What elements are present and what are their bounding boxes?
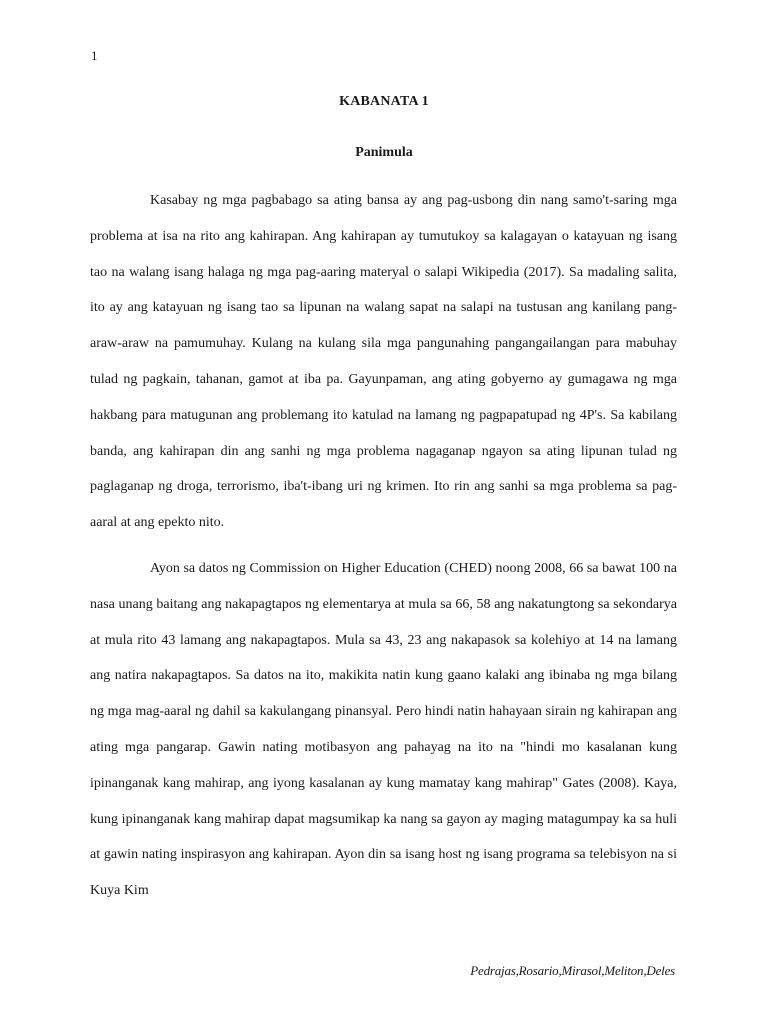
paragraph-2-text: Ayon sa datos ng Commission on Higher Education (CHED) noong 2008, 66 sa bawat 100 na nasa unang baitang ang nakapagtapos ng elementarya at mula sa 66, 58 ang nakatungtong sa sekondarya at mula rito 43 lamang ang nakapagtapos. Mula sa 43, 23 ang nakapasok sa kolehiyo at 14 na lamang ang natira nakapagtapos. Sa datos na ito, makikita natin kung gaano kalaki ang ibinaba ng mga bilang ng mga mag-aaral ng dahil sa kakulangang pinansyal. Pero hindi natin hahayaan sirain ng kahirapan ang ating mga pangarap. Gawin nating motibasyon ang pahayag na ito na "hindi mo kasalanan kung ipinanganak kang mahirap, ang iyong kasalanan ay kung mamatay kang mahirap" Gates (2008). Kaya, kung ipinanganak kang mahirap dapat magsumikap ka nang sa gayon ay maging matagumpay ka sa huli at gawin nating inspirasyon ang kahirapan. Ayon din sa isang host ng isang programa sa telebisyon na si Kuya Kim [90, 561, 677, 899]
section-title: Panimula [355, 145, 413, 160]
footer-authors: Pedrajas,Rosario,Mirasol,Meliton,Deles [470, 963, 675, 978]
chapter-heading: KABANATA 1 [339, 94, 429, 109]
paragraph-1 [90, 183, 677, 541]
paragraph-1-text: Kasabay ng mga pagbabago sa ating bansa ay ang pag-usbong din nang samo't-saring mga problema at isa na rito ang kahirapan. Ang kahirapan ay tumutukoy sa kalagayan o katayuan ng isang tao na walang isang halaga ng mga pag-aaring materyal o salapi Wikipedia (2017). Sa madaling salita, ito ay ang katayuan ng isang tao sa lipunan na walang sapat na salapi na tustusan ang kanilang pang-araw-araw na pamumuhay. Kulang na kulang sila mga pangunahing pangangailangan para mabuhay tulad ng pagkain, tahanan, gamot at iba pa. Gayunpaman, ang ating gobyerno ay gumagawa ng mga hakbang para matugunan ang problemang ito katulad na lamang ng pagpapatupad ng 4P's. Sa kabilang banda, ang kahirapan din ang sanhi ng mga problema nagaganap ngayon sa ating lipunan tulad ng paglaganap ng droga, terrorismo, iba't-ibang uri ng krimen. Ito rin ang sanhi sa mga problema sa pag-aaral at ang epekto nito. [90, 193, 677, 531]
paragraph-2 [90, 551, 677, 907]
page-number: 1 [91, 48, 98, 63]
